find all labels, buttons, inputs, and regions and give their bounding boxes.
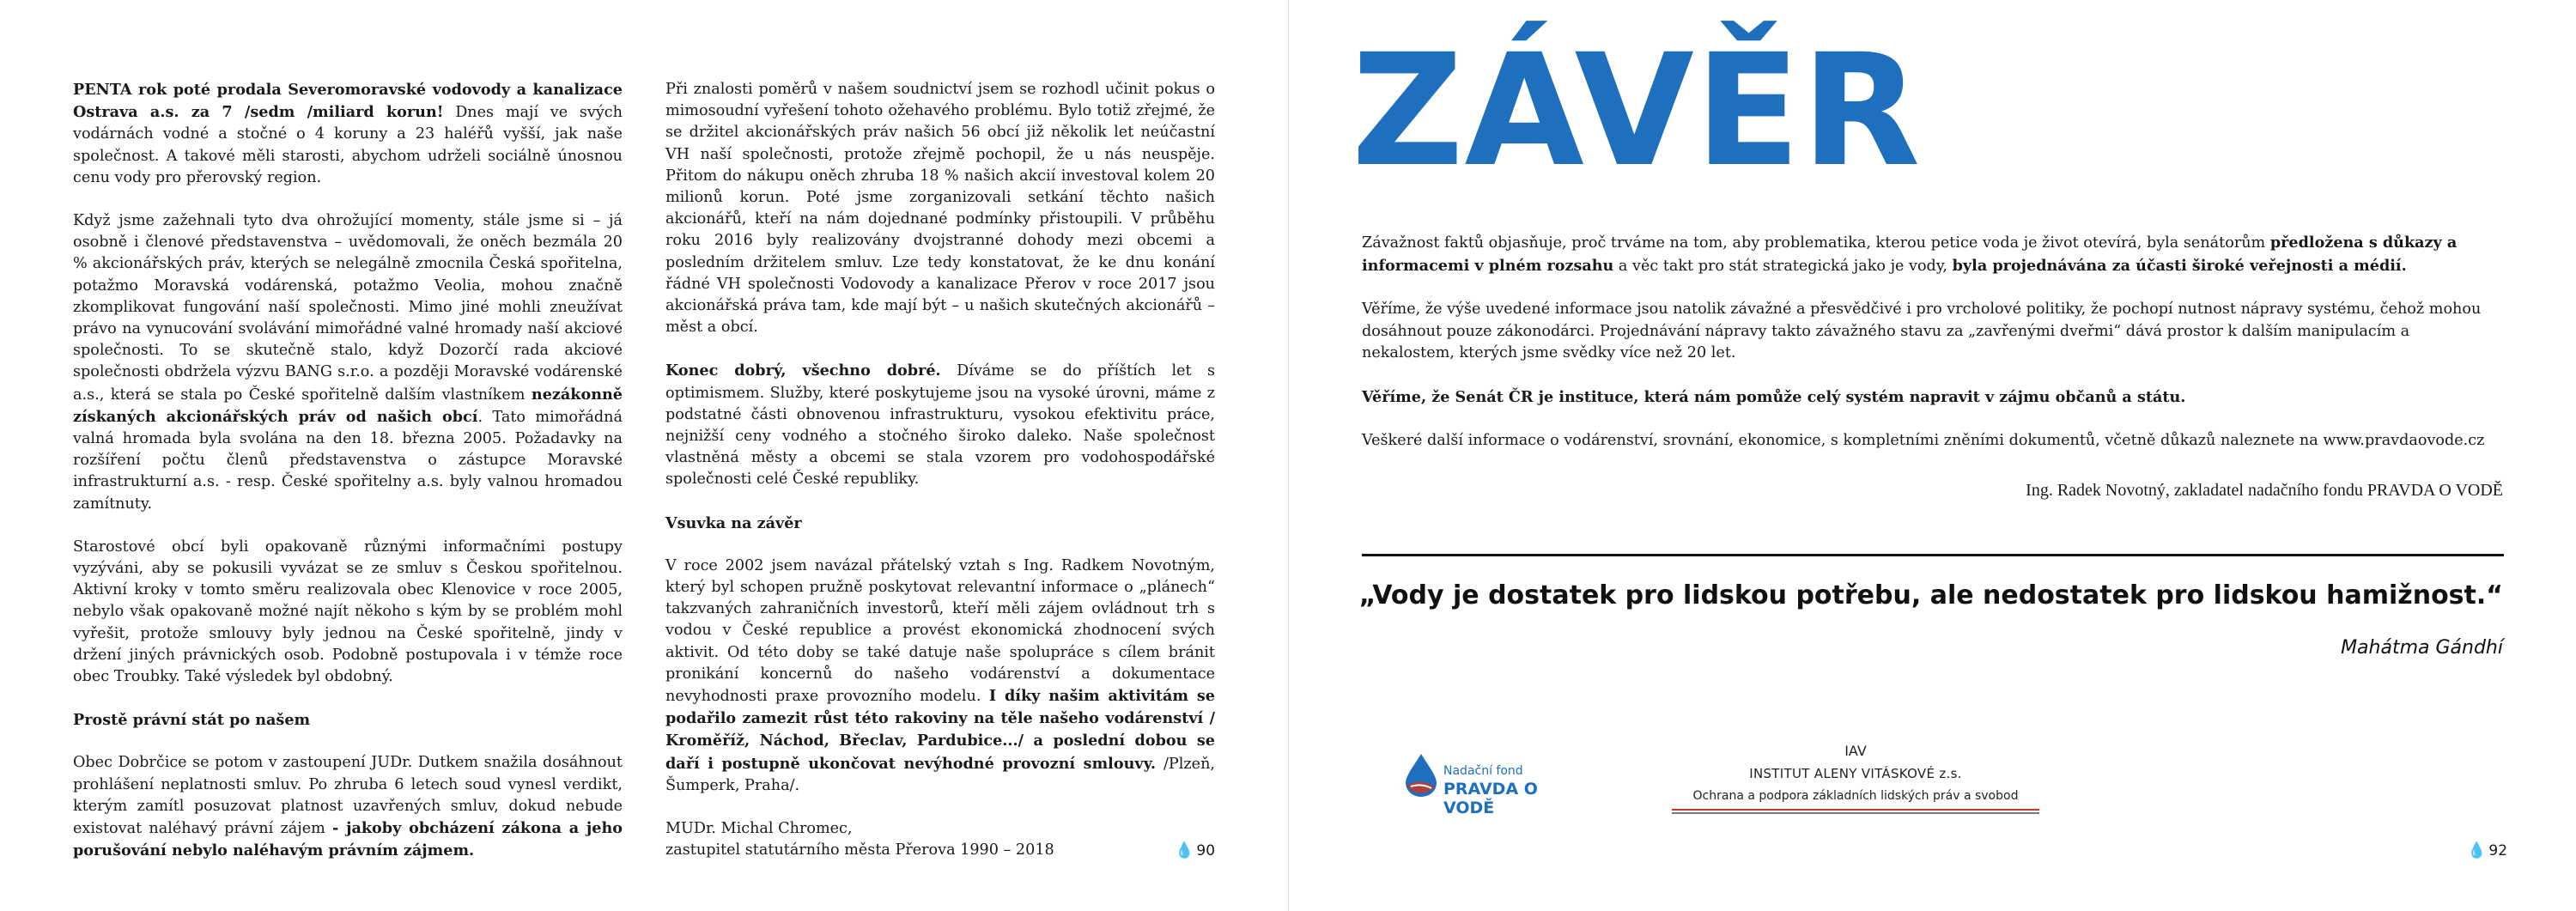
paragraph [665,556,1215,797]
droplet-icon: 💧 [1175,841,1194,859]
section-heading: Prostě právní stát po našem [73,711,311,730]
bold-text: Konec dobrý, všechno dobré. [665,361,941,380]
page-number-value: 92 [2488,842,2508,859]
conclusion-text [1362,232,2495,474]
paragraph: Veškeré další informace o vodárenství, srovnání, ekonomice, s kompletními zněními dokumentů, včetně důkazů naleznete na www.pravdaovode.cz [1362,432,2485,449]
bold-text: PENTA rok poté prodala Severomoravské vodovody a kanalizace Ostrava a.s. za 7 /sedm /miliard korun! [73,81,623,122]
divider [1362,554,2504,556]
page-number [2467,841,2507,859]
right-column [665,79,1215,884]
paragraph [665,360,1215,490]
paragraph [1362,232,2495,277]
iav-logo [1667,740,2044,814]
iav-gray-line [1672,812,2039,814]
paragraph: Věříme, že výše uvedené informace jsou natolik závažné a přesvědčivé i pro vrcholové politiky, že pochopí nutnost nápravy systému, čehož mohou dosáhnout pouze zákonodárci. Projednávání nápravy takto závažného stavu za „zavřenými dveřmi“ dává prostor k dalším manipulacím a nekalostem, kterých jsme svědky více než 20 let. [1362,301,2482,361]
text: Obec Dobrčice se potom v zastoupení JUDr. Dutkem snažila dosáhnout prohlášení neplatnosti smluv. Po zhruba 6 letech soud vynesl verdikt, kterým zamítl posuzovat platnost uzavřených smluv, dokud nebude existovat naléhavý právní zájem [73,754,623,838]
quote: „Vody je dostatek pro lidskou potřebu, ale nedostatek pro lidskou hamižnost.“ [1358,580,2503,610]
quote-author: Mahátma Gándhí [2341,637,2503,659]
text: . Tato mimořádná valná hromada byla svolána na den 18. března 2005. Požadavky na rozšíření počtu členů představenstva o zástupce Moravské infrastrukturní a.s. - resp. České spořitelny a.s. byly valnou hromadou zamítnuty. [73,408,623,513]
text: V roce 2002 jsem navázal přátelský vztah s Ing. Radkem Novotným, který byl schopen pružně poskytovat relevantní informace o „plánech“ takzvaných zahraničních investorů, kteří měli zájem ovládnout trh s vodou v České republice a provést ekonomická zhodnocení svých aktivit. Od této doby se také datuje naše spolupráce s cílem bránit pronikání koncernů do našeho vodárenství a dokumentace nevyhodnosti praxe provozního modelu. [665,556,1215,706]
author-signature [665,818,1215,861]
section-heading: Vsuvka na závěr [665,513,802,532]
page-number [1175,841,1215,859]
paragraph [1362,386,2495,410]
droplet-icon: 💧 [2467,841,2487,859]
paragraph: Starostové obcí byli opakovaně různými informačními postupy vyzýváni, aby se pokusili vyvázat se ze smluv s Českou spořitelnou. Aktivní kroky v tomto směru realizovala obec Klenovice v roce 2005, nebylo však opakovaně možné najít někoho s kým by se problém mohl vyřešit, protože smlouvy byly jednou na České spořitelně, jindy v držení jiných právnických osob. Podobně postupovala i v témže roce obec Troubky. Také výsledek byl obdobný. [73,537,623,686]
signature: Ing. Radek Novotný, zakladatel nadačního fondu PRAVDA O VODĚ [2026,481,2503,500]
bold-text: byla projednávána za účasti široké veřejnosti a médií. [1952,256,2407,275]
logo-text-line2: PRAVDA O VODĚ [1443,780,1538,817]
paragraph [73,210,623,515]
pravda-o-vode-logo [1399,745,1571,817]
iav-red-line [1672,809,2039,811]
right-page [1288,0,2576,911]
paragraph [73,752,623,862]
paragraph: Při znalosti poměrů v našem soudnictví jsem se rozhodl učinit pokus o mimosoudní vyřešení tohoto ožehavého problému. Bylo totiž zřejmé, že se držitel akcionářských práv našich 56 obcí již několik let neúčastní VH naší společnosti, protože zřejmě pochopil, že u nás neuspěje. Přitom do nákupu oněch zhruba 18 % našich akcií investoval kolem 20 milionů korun. Poté jsme zorganizovali setkání těchto našich akcionářů, kteří na nám dojednané podmínky přistoupili. V průběhu roku 2016 byly realizovány dvojstranné dohody mezi obcemi a posledním držitelem smluv. Lze tedy konstatovat, že ke dnu konání řádné VH společnosti Vodovody a kanalizace Přerov v roce 2017 jsou akcionářská práva tam, kde mají být – u našich skutečných akcionářů – měst a obcí. [665,81,1215,337]
page-number-value: 90 [1196,842,1216,859]
text: Dnes mají ve svých vodárnách vodné a stočné o 4 koruny a 23 haléřů vyšší, jak naše společnost. A takové měli starosti, abychom udrželi sociálně únosnou cenu vody pro přerovský region. [73,104,623,186]
logo-text-line1: Nadační fond [1443,764,1523,778]
author-name: MUDr. Michal Chromec, [665,820,853,838]
page-title: ZÁVĚR [1352,21,1922,201]
paragraph [73,79,623,189]
bold-text: I díky našim aktivitám se podařilo zamezit růst této rakoviny na těle našeho vodárenství / Kroměříž, Náchod, Břeclav, Pardubice.../ a poslední dobou se daří i postupně ukončovat nevýhodné provozní smlouvy. [665,687,1215,773]
iav-abbrev: IAV [1844,743,1867,759]
bold-text: - jakoby obcházení zákona a jeho porušování nebylo naléhavým právním zájmem. [73,819,623,860]
author-role: zastupitel statutárního města Přerova 1990 – 2018 [665,841,1054,859]
iav-name: INSTITUT ALENY VITÁSKOVÉ z.s. [1749,766,1962,781]
text: Když jsme zažehnali tyto dva ohrožující momenty, stále jsme si – já osobně i členové představenstva – uvědomovali, že oněch bezmála 20 % akcionářských práv, kterých se nelegálně zmocnila Česká spořitelna, potažmo Moravská vodárenská, potažmo Veolia, mohou značně zkomplikovat fungování naší společnosti. Mimo jiné mohli zneužívat právo na vynucování svolávání mimořádné valné hromady naší akciové společnosti. To se skutečně stalo, když Dozorčí rada akciové společnosti obdržela výzvu BANG s.r.o. a později Moravské vodárenské a.s., která se stala po České spořitelně dalším vlastníkem [73,212,623,404]
bold-text: nezákonně získaných akcionářských práv od našich obcí [73,385,623,426]
water-drop-logo-icon [1402,752,1440,797]
bold-text: předložena s důkazy a informacemi v plném rozsahu [1362,234,2458,275]
text: Díváme se do příštích let s optimismem. Služby, které poskytujeme jsou na vysoké úrovni, máme z podstatné části obnovenou infrastrukturu, vysokou efektivitu práce, nejnižší ceny vodného a stočného široko daleko. Naše společnost vlastněná městy a obcemi se stala vzorem pro vodohospodářské společnosti celé České republiky. [665,362,1215,489]
text: Závažnost faktů objasňuje, proč trváme na tom, aby problematika, kterou petice voda je život otevírá, byla senátorům [1362,234,2270,252]
text: /Plzeň, Šumperk, Praha/. [665,755,1216,794]
bold-text: Věříme, že Senát ČR je instituce, která nám pomůže celý systém napravit v zájmu občanů a státu. [1362,387,2186,406]
iav-motto: Ochrana a podpora základních lidských práv a svobod [1692,789,2019,803]
text: a věc takt pro stát strategická jako je vody, [1613,257,1953,275]
left-column [73,79,623,884]
